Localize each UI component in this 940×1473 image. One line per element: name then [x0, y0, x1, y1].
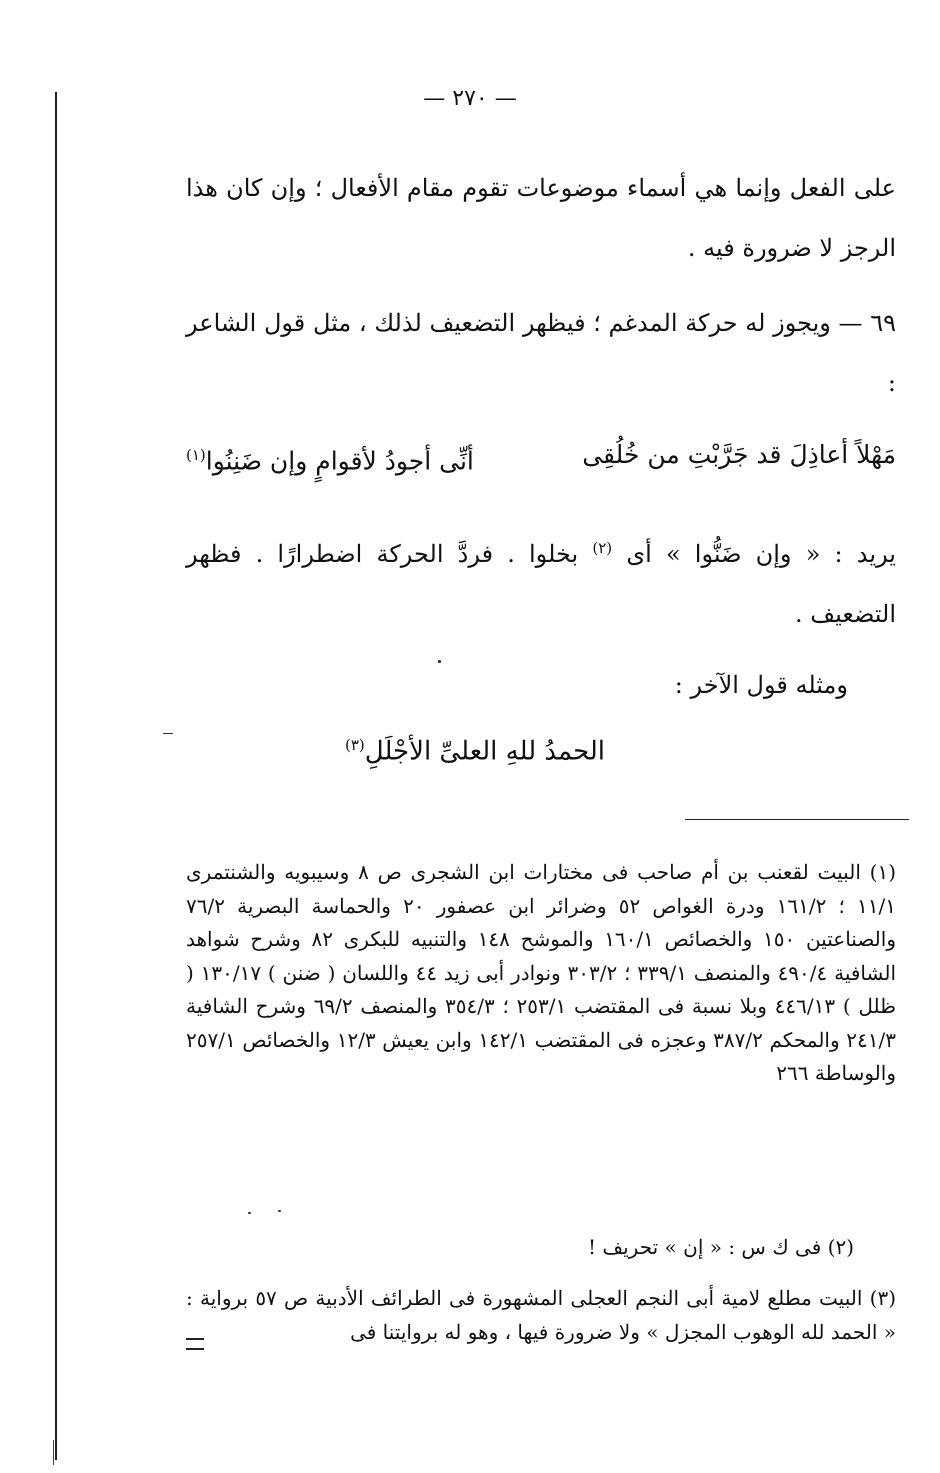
paragraph-69: ٦٩ — ويجوز له حركة المدغم ؛ فيظهر التضعيف لذلك ، مثل قول الشاعر :: [186, 309, 896, 397]
verse-line-1: [186, 430, 896, 486]
footnote-ref-3: (٣): [344, 736, 365, 754]
verse-1-second-hemistich: أنِّى أجودُ لأقوامٍ وإن ضَنِنُوا$^{(١)}$: [186, 446, 474, 476]
ink-speck: [438, 660, 441, 663]
continuation-mark: [186, 1338, 204, 1350]
footnote-2: (٢) فى ك س : « إن » تحريف !: [588, 1235, 854, 1259]
margin-line-bottom: [53, 1440, 54, 1465]
page-number: — ٢٧٠ —: [423, 86, 517, 111]
paragraph-continuation: على الفعل وإنما هي أسماء موضوعات تقوم مقام الأفعال ؛ وإن كان هذا الرجز لا ضرورة فيه .: [186, 174, 896, 262]
verse-1-first-hemistich: مَهْلاً أعاذِلَ قد جَرَّبْتِ من خُلُقِى: [582, 440, 896, 469]
ink-speck: [248, 1212, 251, 1214]
footnote-separator: [685, 819, 909, 820]
footnote-ref-1: (١): [186, 446, 206, 464]
footnote-1: (١) البيت لقعنب بن أم صاحب فى مختارات ابن الشجرى ص ٨ وسيبويه والشنتمرى ١١/١ ؛ ١٦١/٢ ودرة الغواص ٥٢ وضرائر ابن عصفور ٢٠ والحماسة البصرية ٧٦/٢ والصناعتين ١٥٠ والخصائص ١٦٠/١ والموشح ١٤٨ والتنبيه للبكرى ٨٢ وشرح شواهد الشافية ٤٩٠/٤ والمنصف ٣٣٩/١ ؛ ٣٠٣/٢ ونوادر أبى زيد ٤٤ واللسان ( ضنن ) ١٣٠/١٧ ( ظلل ) ٤٤٦/١٣ وبلا نسبة فى المقتضب ٢٥٣/١ ؛ ٣٥٤/٣ والمنصف ٦٩/٢ وشرح الشافية ٢٤١/٣ والمحكم ٣٨٧/٢ وعجزه فى المقتضب ١٤٢/١ وابن يعيش ١٢/٣ والخصائص ٢٥٧/١ والوساطة ٢٦٦: [186, 860, 897, 1085]
footnote-ref-2: (٢): [592, 539, 613, 557]
footnote-3: (٣) البيت مطلع لامية أبى النجم العجلى المشهورة فى الطرائف الأدبية ص ٥٧ برواية : « الحمد لله الوهوب المجزل » ولا ضرورة فيها ، وهو له بروايتنا فى: [186, 1286, 896, 1344]
paragraph-explanation: يريد : « وإن ضَنُّوا » أى $^{(٢)}$ بخلوا . فردَّ الحركة اضطرارًا . فظهر التضعيف .: [186, 539, 896, 628]
ink-speck: [278, 1210, 281, 1212]
paragraph-another-example: ومثله قول الآخر :: [674, 671, 848, 699]
verse-line-2: الحمدُ للهِ العلىِّ الأجْلَلِ$^{(٣)}$: [344, 736, 606, 767]
